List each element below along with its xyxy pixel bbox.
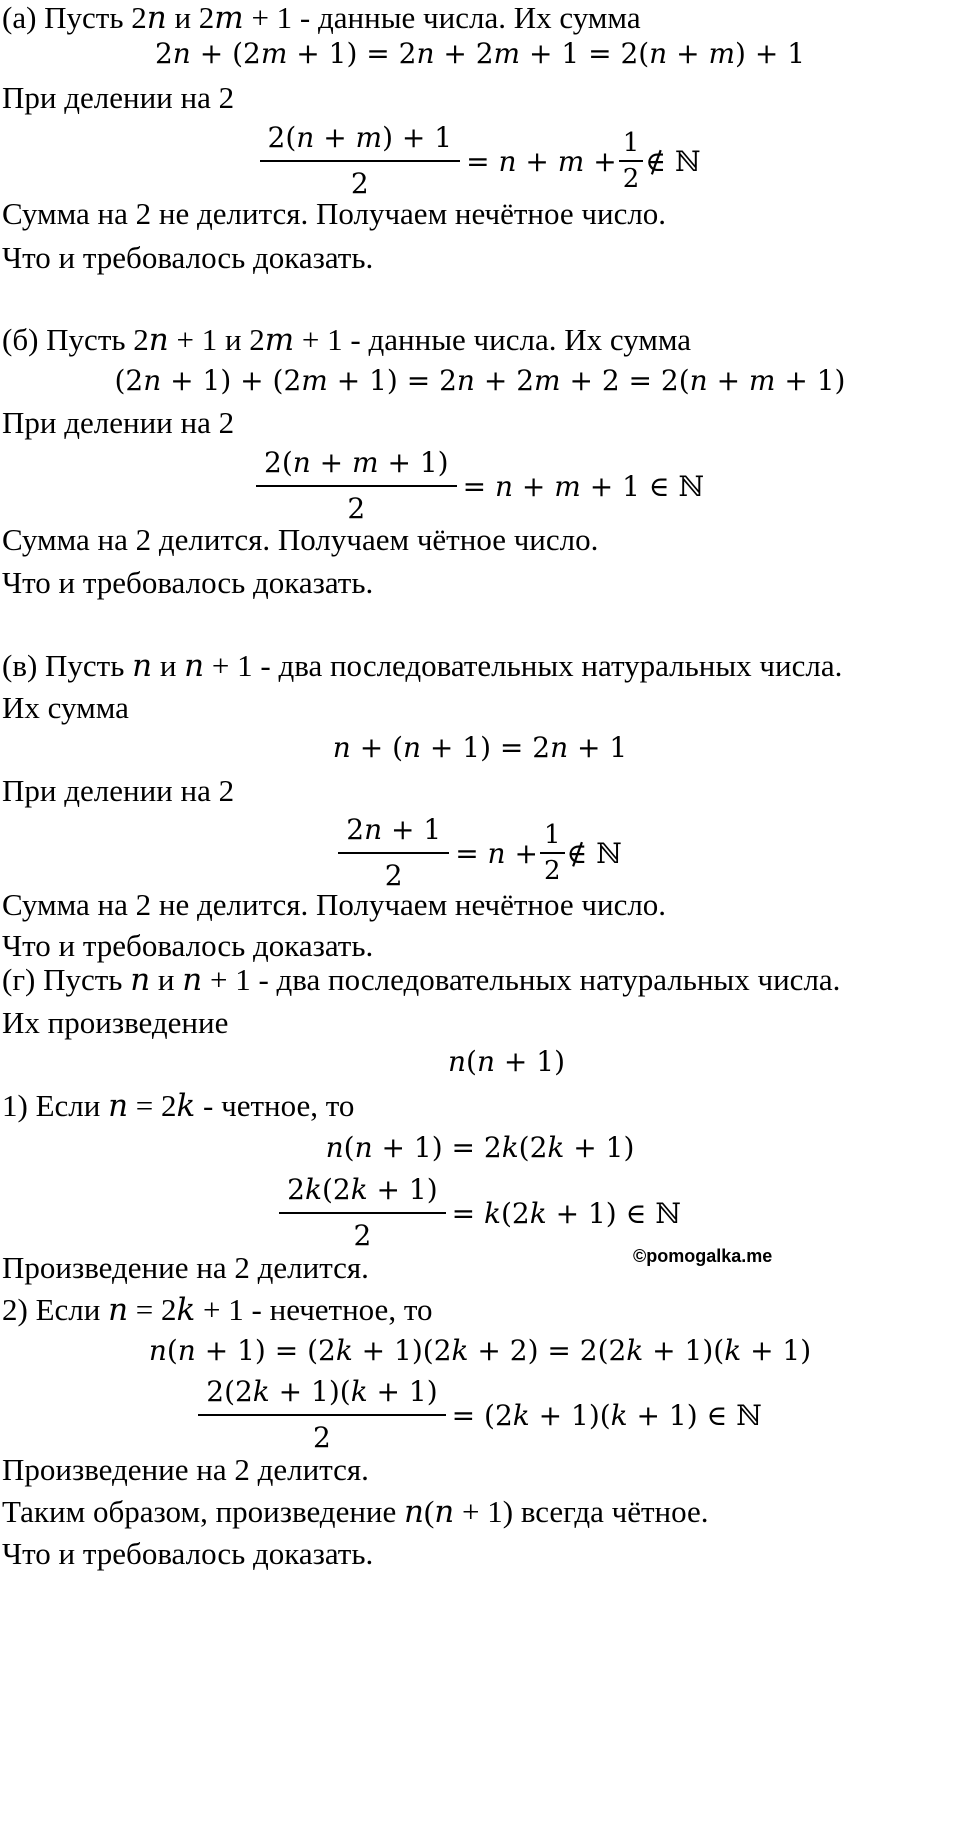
part-g-intro: (г) Пусть 𝑛 и 𝑛 + 1 - два последовательных натуральных числа. xyxy=(2,962,841,997)
part-g-qed: Что и требовалось доказать. xyxy=(2,1536,374,1571)
part-b-fraction xyxy=(260,443,453,529)
part-a-fraction-denominator: 2 xyxy=(260,160,461,204)
part-a-not-natural: ∉ ℕ xyxy=(645,144,701,178)
part-a-fraction xyxy=(264,118,457,204)
part-g-case2-fraction-result: = (2𝑘 + 1)(𝑘 + 1) ∈ ℕ xyxy=(451,1398,762,1432)
part-v-fraction-denominator: 2 xyxy=(338,852,449,896)
part-g-case2-fraction-numerator: 2(2𝑘 + 1)(𝑘 + 1) xyxy=(206,1375,438,1408)
part-g-case2-conclusion: Произведение на 2 делится. xyxy=(2,1452,369,1487)
part-g-case1-fraction-equation xyxy=(0,1170,960,1256)
part-v-intro-second-line: Их сумма xyxy=(2,690,129,725)
part-a-fraction-equation xyxy=(0,118,960,204)
part-v-half-numerator: 1 xyxy=(543,820,561,850)
part-g-intro-second-line: Их произведение xyxy=(2,1005,229,1040)
part-g-case2-fraction-denominator: 2 xyxy=(198,1414,445,1458)
part-b-intro: (б) Пусть 2𝑛 + 1 и 2𝑚 + 1 - данные числа. Их сумма xyxy=(2,322,692,357)
part-v-fraction-result: = 𝑛 + xyxy=(455,836,538,870)
part-g-case1-fraction-numerator: 2𝑘(2𝑘 + 1) xyxy=(287,1173,438,1206)
part-v-intro: (в) Пусть 𝑛 и 𝑛 + 1 - два последовательных натуральных числа. xyxy=(2,648,843,683)
part-b-qed: Что и требовалось доказать. xyxy=(2,565,374,600)
part-a-division-label: При делении на 2 xyxy=(2,80,235,115)
part-g-case1-fraction-denominator: 2 xyxy=(279,1212,446,1256)
watermark: ©pomogalka.me xyxy=(633,1246,773,1266)
part-v-half-denominator: 2 xyxy=(540,852,565,887)
part-g-product: 𝑛(𝑛 + 1) xyxy=(448,1045,565,1078)
part-v-half-fraction xyxy=(542,819,563,887)
part-g-case1-conclusion: Произведение на 2 делится. xyxy=(2,1250,369,1285)
part-v-fraction xyxy=(342,810,445,896)
part-b-fraction-equation xyxy=(0,443,960,529)
part-b-division-label: При делении на 2 xyxy=(2,405,235,440)
part-b-fraction-denominator: 2 xyxy=(256,485,457,529)
part-b-sum-equation: (2𝑛 + 1) + (2𝑚 + 1) = 2𝑛 + 2𝑚 + 2 = 2(𝑛 + 𝑚 + 1) xyxy=(114,364,846,397)
part-g-case2: 2) Если 𝑛 = 2𝑘 + 1 - нечетное, то xyxy=(2,1292,433,1327)
part-v-qed: Что и требовалось доказать. xyxy=(2,928,374,963)
part-a-qed: Что и требовалось доказать. xyxy=(2,240,374,275)
part-g-case2-fraction-equation xyxy=(0,1372,960,1458)
part-b-conclusion: Сумма на 2 делится. Получаем чётное число. xyxy=(2,522,599,557)
part-g-summary: Таким образом, произведение 𝑛(𝑛 + 1) всегда чётное. xyxy=(2,1494,709,1529)
part-a-intro: (а) Пусть 2𝑛 и 2𝑚 + 1 - данные числа. Их сумма xyxy=(2,0,641,35)
part-b-fraction-numerator: 2(𝑛 + 𝑚 + 1) xyxy=(264,446,449,479)
part-a-fraction-numerator: 2(𝑛 + 𝑚) + 1 xyxy=(267,121,453,154)
part-v-conclusion: Сумма на 2 не делится. Получаем нечётное число. xyxy=(2,887,667,922)
part-a-half-fraction xyxy=(621,127,642,195)
part-v-sum-equation: 𝑛 + (𝑛 + 1) = 2𝑛 + 1 xyxy=(332,731,628,764)
part-a-sum-equation: 2𝑛 + (2𝑚 + 1) = 2𝑛 + 2𝑚 + 1 = 2(𝑛 + 𝑚) + 1 xyxy=(154,37,806,70)
part-v-not-natural: ∉ ℕ xyxy=(566,836,622,870)
part-b-fraction-result: = 𝑛 + 𝑚 + 1 ∈ ℕ xyxy=(462,469,704,503)
part-a-half-denominator: 2 xyxy=(619,160,644,195)
part-g-case1-fraction xyxy=(283,1170,442,1256)
part-g-case2-equation: 𝑛(𝑛 + 1) = (2𝑘 + 1)(2𝑘 + 2) = 2(2𝑘 + 1)(𝑘 + 1) xyxy=(148,1334,812,1367)
part-g-case1: 1) Если 𝑛 = 2𝑘 - четное, то xyxy=(2,1088,355,1123)
part-v-fraction-equation xyxy=(0,810,960,896)
part-a-half-numerator: 1 xyxy=(622,128,640,158)
part-v-fraction-numerator: 2𝑛 + 1 xyxy=(346,813,442,846)
part-g-case2-fraction xyxy=(202,1372,441,1458)
part-v-division-label: При делении на 2 xyxy=(2,773,235,808)
part-a-conclusion: Сумма на 2 не делится. Получаем нечётное число. xyxy=(2,196,667,231)
part-g-case1-fraction-result: = 𝑘(2𝑘 + 1) ∈ ℕ xyxy=(451,1196,681,1230)
part-g-case1-equation: 𝑛(𝑛 + 1) = 2𝑘(2𝑘 + 1) xyxy=(325,1131,635,1164)
part-a-fraction-result: = 𝑛 + 𝑚 + xyxy=(466,144,617,178)
